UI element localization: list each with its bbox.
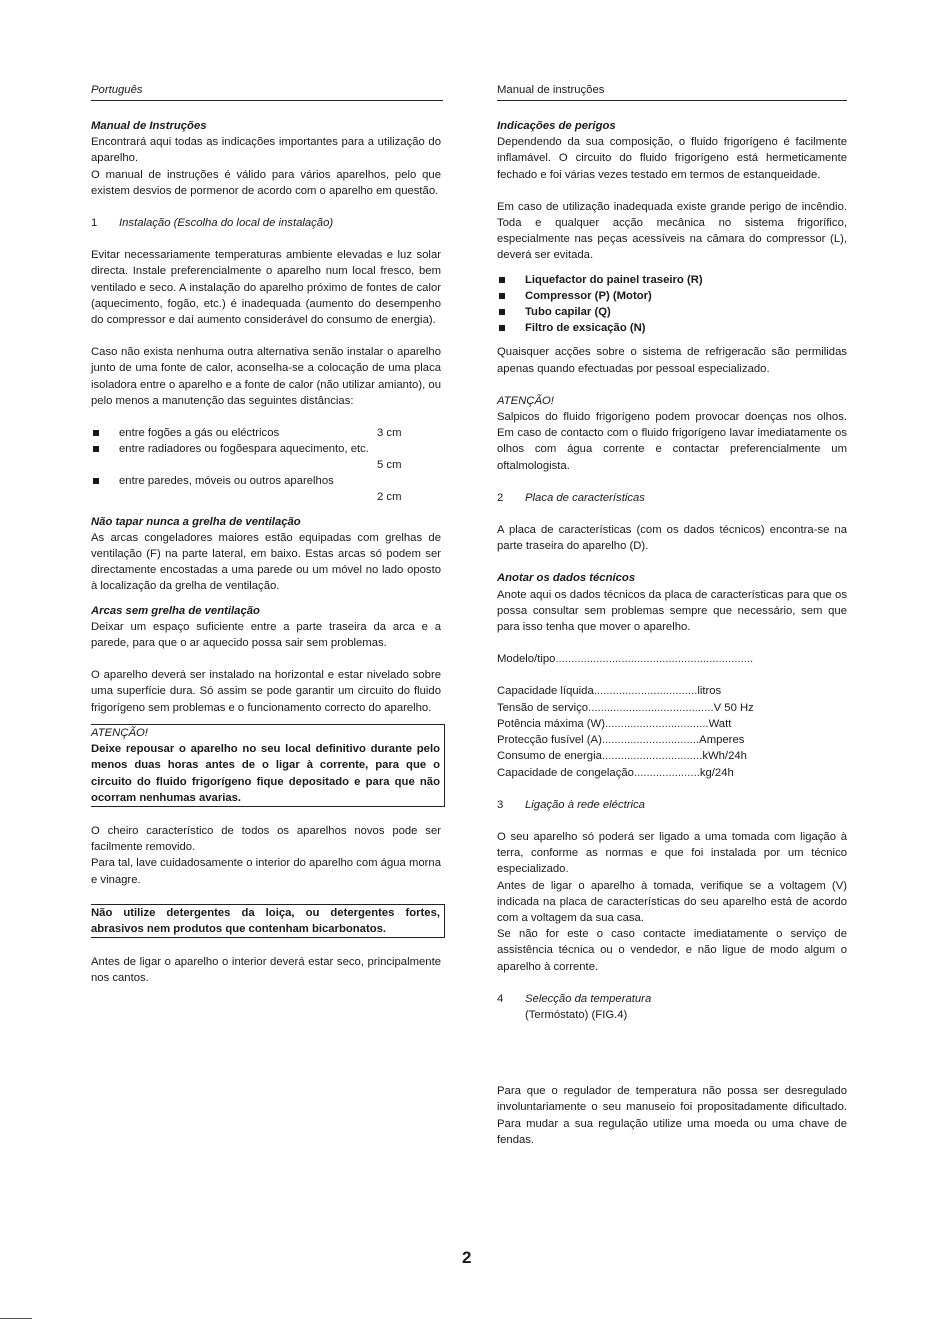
plate-paragraph: A placa de características (com os dados técnicos) encontra-se na parte traseira do aparelho (D). [497,524,847,553]
page-number: 2 [462,1248,472,1267]
smell-paragraph-2: Para tal, lave cuidadosamente o interior do aparelho com água morna e vinagre. [91,857,441,886]
manual-heading: Manual de Instruções [91,120,207,132]
list-item: entre fogões a gás ou eléctricos 3 cm [91,425,441,441]
ventilation-paragraph: As arcas congeladores maiores estão equipadas com grelhas de ventilação (F) na parte lateral, em baixo. Estas arcas só podem ser directamente encostadas a uma parede ou um móvel no lado oposto à localização da grelha de ventilação. [91,531,441,593]
parts-list [497,272,847,337]
corner-line [0,1318,32,1319]
list-item: Filtro de exsicação (N) [497,320,847,336]
danger-paragraph-3: Quaisquer acções sobre o sistema de refrigeracão são permilidas apenas quando efectuadas por pessoal especializado. [497,346,847,375]
thermostat-paragraph: Para que o regulador de temperatura não possa ser desregulado involuntariamente o seu manuseio foi propositadamente dificultado. Para mudar a sua regulação utilize uma moeda ou uma chave de fendas. [497,1085,847,1146]
header-manual-title: Manual de instruções [497,82,847,101]
danger-heading: Indicações de perigos [497,120,616,132]
section-2-heading [497,490,847,506]
warning-box [91,724,445,807]
spec-row: Potência máxima (W) ................................. Watt [497,717,732,730]
level-paragraph: O aparelho deverá ser instalado na horizontal e estar nivelado sobre uma superfície dura. Só assim se pode garantir um circuito do fluido frigorígeno sem problemas e o funcionamento correcto do aparelho. [91,669,441,714]
section-number: 4 [497,992,504,1005]
right-column [497,118,847,1148]
danger-paragraph-2: Em caso de utilização inadequada existe grande perigo de incêndio. Toda e qualquer acção mecânica no sistema frigorífico, especialmente nas peças acessíveis na câmara do compressor (L), deverá ser evitada. [497,200,847,262]
tech-data-paragraph: Anote aqui os dados técnicos da placa de características para que os possa consultar sem problemas sempre que necessário, sem que para isso tenha que mover o aparelho. [497,588,847,634]
dry-paragraph: Antes de ligar o aparelho o interior deverá estar seco, principalmente nos cantos. [91,956,441,985]
spec-row: Consumo de energia ............................... .kWh/24h [497,750,747,763]
spec-row: Capacidade líquida ................................. litros [497,685,722,698]
section-3-heading [497,797,847,813]
warning-text: Deixe repousar o aparelho no seu local definitivo durante pelo menos duas horas antes de o ligar à corrente, para que o circuito do fluido frigorígeno fique depositado e para que não ocorram nenhumas avarias. [91,743,440,804]
smell-paragraph-1: O cheiro característico de todos os aparelhos novos pode ser facilmente removido. [91,824,441,854]
section-number: 2 [497,491,504,504]
section-title: Placa de características [525,491,645,504]
electric-paragraph-1: O seu aparelho só poderá ser ligado a uma tomada com ligação à terra, conforme as normas e que foi instalada por um técnico especializado. [497,830,847,876]
tech-data-heading: Anotar os dados técnicos [497,572,636,585]
electric-paragraph-2: Antes de ligar o aparelho à tomada, verifique se a voltagem (V) indicada na placa de características do seu aparelho está de acordo com a voltagem da sua casa. [497,879,847,924]
detergent-warning-text: Não utilize detergentes da loiça, ou detergentes fortes, abrasivos nem produtos que contenham bicarbonatos. [91,906,440,935]
section-1-heading [91,215,441,231]
thermostat-subtitle: (Termóstato) (FIG.4) [525,1008,628,1021]
intro-paragraph-2: O manual de instruções é válido para vários aparelhos, pelo que existem desvios de pormenor de acordo com o aparelho em questão. [91,168,441,197]
distance-list [91,425,441,506]
section-title: Selecção da temperatura [525,992,652,1005]
danger-paragraph-1: Dependendo da sua composição, o fluido frigorígeno é facilmente inflamável. O circuito do fluido frigorígeno está hermeticamente fechado e foi várias vezes testado em termos de estanqueidade. [497,136,847,181]
intro-paragraph-1: Encontrará aqui todas as indicações importantes para a utilização do aparelho. [91,136,441,165]
detergent-warning-box [91,904,445,938]
spec-row: Capacidade de congelação ..................... kg/24h [497,766,734,779]
list-item: entre paredes, móveis ou outros aparelhos 2 cm [91,473,441,505]
list-item: entre radiadores ou fogõespara aquecimento, etc. 5 cm [91,441,441,473]
section-title: Ligação à rede eléctrica [525,798,645,811]
spec-row: Tensão de serviço ........................................ V 50 Hz [497,701,754,714]
header-language: Português [91,82,443,101]
section-title: Instalação (Escolha do local de instalação) [119,217,334,230]
installation-paragraph-2: Caso não exista nenhuma outra alternativa senão instalar o aparelho junto de uma fonte de calor, aconselha-se a colocação de uma placa isoladora entre o aparelho e a fonte de calor (não utilizar amianto), ou pelo menos a manutenção das seguintes distâncias: [91,346,441,407]
installation-paragraph-1: Evitar necessariamente temperaturas ambiente elevadas e luz solar directa. Instale preferencialmente o aparelho num local fresco, bem ventilado e seco. A instalação do aparelho próximo de fontes de calor (aquecimento, fogão, etc.) é inadequada (aumento do desempenho do compressor e daí aumento considerável do consumo de energia). [91,249,441,327]
ventilation-heading: Não tapar nunca a grelha de ventilação [91,515,301,528]
left-column [91,118,441,987]
model-field: Modelo/tipo ............................................................... [497,653,754,666]
no-vent-paragraph: Deixar um espaço suficiente entre a parte traseira da arca e a parede, para que o ar aquecido possa sair sem problemas. [91,620,441,650]
electric-paragraph-3: Se não for este o caso contacte imediatamente o serviço de assistência técnica ou o vendedor, e não ligue de modo algum o aparelho à corrente. [497,928,847,973]
spec-list [497,683,847,780]
warning-title: ATENÇÃO! [91,726,148,739]
list-item: Tubo capilar (Q) [497,304,847,320]
attention-paragraph: Salpicos do fluido frigorígeno podem provocar doenças nos olhos. Em caso de contacto com o fluido frigorígeno lavar imediatamente os olhos com água corrente e contactar preferencialmente um oftalmologista. [497,411,847,472]
attention-heading: ATENÇÃO! [497,394,554,407]
list-item: Compressor (P) (Motor) [497,288,847,304]
section-number: 3 [497,798,504,811]
section-number: 1 [91,217,98,230]
list-item: Liquefactor do painel traseiro (R) [497,272,847,288]
section-4-heading [497,991,847,1007]
no-vent-heading: Arcas sem grelha de ventilação [91,604,260,617]
spec-row: Protecção fusível (A) ............................... Amperes [497,734,745,747]
